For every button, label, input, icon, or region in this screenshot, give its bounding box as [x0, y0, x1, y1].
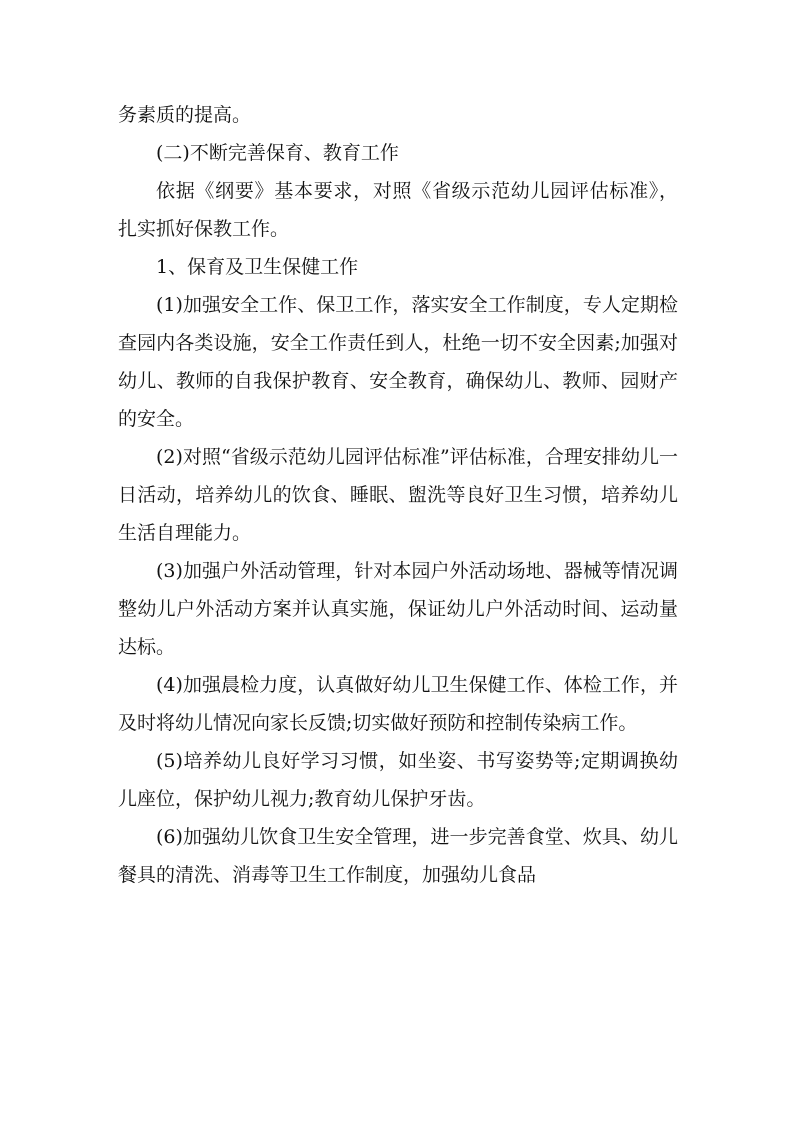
paragraph-intro: 依据《纲要》基本要求，对照《省级示范幼儿园评估标准》，扎实抓好保教工作。 — [118, 180, 678, 240]
list-item-5: (5)培养幼儿良好学习习惯，如坐姿、书写姿势等;定期调换幼儿座位，保护幼儿视力;教育幼儿保护牙齿。 — [118, 750, 678, 810]
list-item-3: (3)加强户外活动管理，针对本园户外活动场地、器械等情况调整幼儿户外活动方案并认真实施，保证幼儿户外活动时间、运动量达标。 — [118, 560, 678, 658]
paragraph-continuation: 务素质的提高。 — [118, 104, 252, 126]
list-item-6: (6)加强幼儿饮食卫生安全管理，进一步完善食堂、炊具、幼儿餐具的清洗、消毒等卫生工作制度，加强幼儿食品 — [118, 826, 678, 886]
document-body — [118, 96, 678, 894]
section-heading: (二)不断完善保育、教育工作 — [156, 142, 399, 164]
list-item-1: (1)加强安全工作、保卫工作，落实安全工作制度，专人定期检查园内各类设施，安全工作责任到人，杜绝一切不安全因素;加强对幼儿、教师的自我保护教育、安全教育，确保幼儿、教师、园财产的安全。 — [118, 294, 678, 430]
list-item-2: (2)对照“省级示范幼儿园评估标准”评估标准，合理安排幼儿一日活动，培养幼儿的饮食、睡眠、盥洗等良好卫生习惯，培养幼儿生活自理能力。 — [118, 446, 678, 544]
list-item-4: (4)加强晨检力度，认真做好幼儿卫生保健工作、体检工作，并及时将幼儿情况向家长反馈;切实做好预防和控制传染病工作。 — [118, 674, 678, 734]
subsection-heading: 1、保育及卫生保健工作 — [156, 256, 359, 278]
